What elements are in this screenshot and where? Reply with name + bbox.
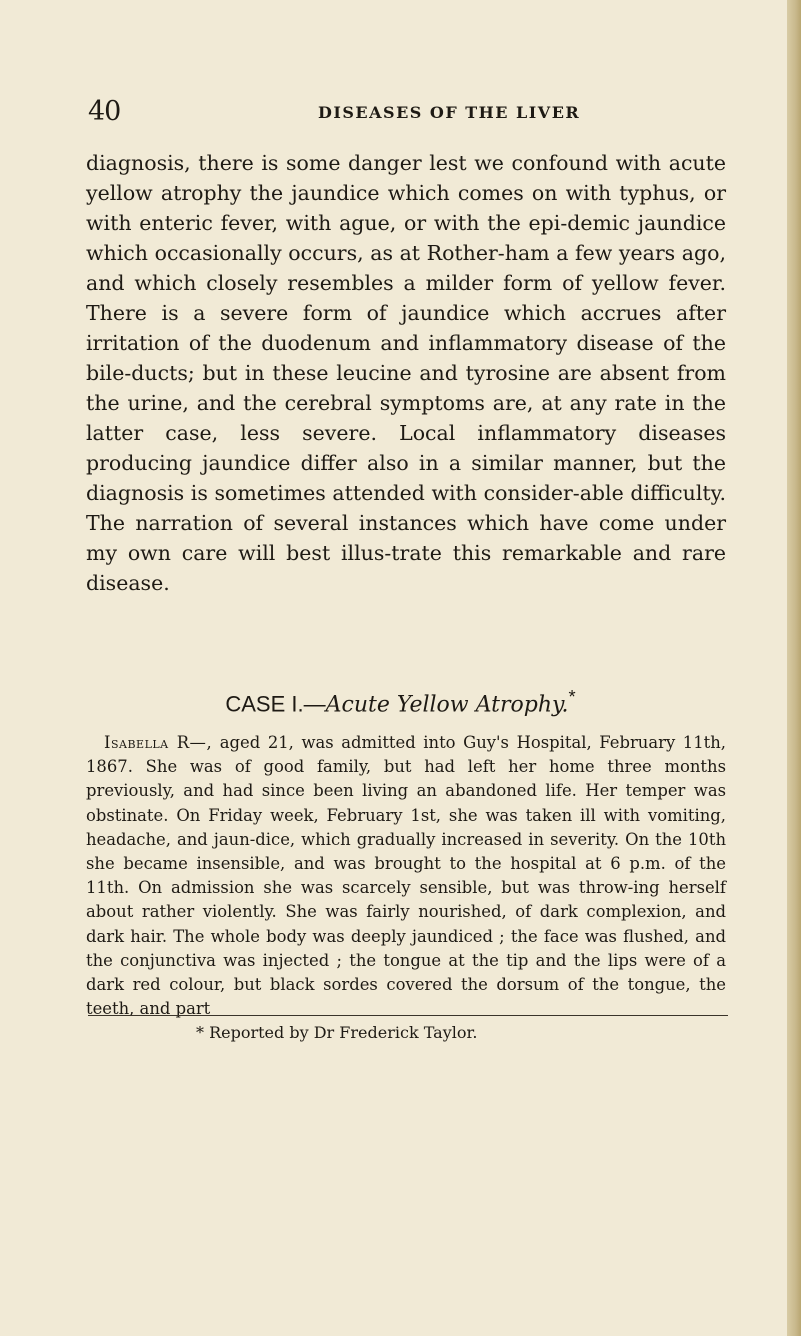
body-paragraph: diagnosis, there is some danger lest we confound with acute yellow atrophy the jaundice which comes on with typhus, or with enteric fever, with ague, or with the epi-demic jaundice which occasionally occurs, as at Rother-ham a few years ago, and which closely resembles a milder form of yellow fever. There is a severe form of jaundice which accrues after irritation of the duodenum and inflammatory disease of the bile-ducts; but in these leucine and tyrosine are absent from the urine, and the cerebral symptoms are, at any rate in the latter case, less severe. Local inflammatory diseases producing jaundice differ also in a similar manner, but the diagnosis is sometimes attended with consider-able difficulty. The narration of several instances which have come under my own care will best illus-trate this remarkable and rare disease. [86, 151, 726, 595]
case-paragraph [86, 731, 726, 1021]
footnote: * Reported by Dr Frederick Taylor. [196, 1023, 478, 1042]
case-report [86, 731, 726, 1021]
running-head: DISEASES OF THE LIVER [318, 103, 581, 122]
footnote-marker: * [568, 686, 576, 707]
case-subtitle: Acute Yellow Atrophy. [325, 692, 569, 718]
main-text [86, 148, 726, 598]
page-header [0, 96, 801, 130]
case-body: aged 21, was admitted into Guy's Hospital, February 11th, 1867. She was of good family, but had left her home three months previously, and had since been living an abandoned life. Her temper was obstinate. On Friday week, February 1st, she was taken ill with vomiting, headache, and jaun-dice, which gradually increased in severity. On the 10th she became insensible, and was brought to the hospital at 6 p.m. of the 11th. On admission she was scarcely sensible, but was throw-ing herself about rather violently. She was fairly nourished, of dark complexion, and dark hair. The whole body was deeply jaundiced ; the face was flushed, and the conjunctiva was injected ; the tongue at the tip and the lips were of a dark red colour, but black sordes covered the dorsum of the tongue, the teeth, and part [86, 733, 727, 1019]
page-edge [787, 0, 801, 1336]
case-label: CASE I.— [225, 691, 326, 717]
footnote-rule [88, 1015, 728, 1016]
patient-name: Isabella R—, [104, 733, 213, 752]
case-heading [0, 686, 801, 717]
page-number: 40 [88, 96, 121, 127]
